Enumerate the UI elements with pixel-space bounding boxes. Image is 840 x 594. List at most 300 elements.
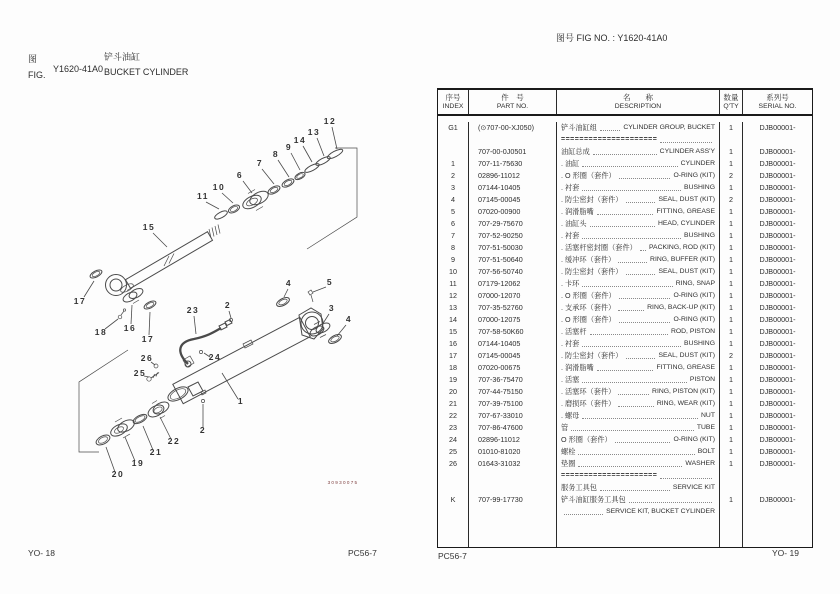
cell-s: DJB00001- xyxy=(759,387,796,396)
cell-p: 707-52-90250 xyxy=(469,230,557,242)
desc-cn: . 防尘密封（套件） xyxy=(561,195,623,204)
cell-q: 1 xyxy=(720,446,743,458)
cell-s: DJB00001- xyxy=(759,243,796,252)
cell-q xyxy=(720,506,743,518)
cell-p: 707-00-0J0501 xyxy=(469,146,557,158)
cell-i: 8 xyxy=(438,242,469,254)
desc-fill xyxy=(619,298,671,299)
desc-eq: ===================== xyxy=(561,136,658,143)
table-row xyxy=(438,254,812,266)
table-row xyxy=(438,326,812,338)
page-title-cn: 铲斗油缸 xyxy=(104,52,141,62)
cell-q: 1 xyxy=(720,206,743,218)
cell-i: K xyxy=(438,494,469,506)
cell-d xyxy=(557,122,720,134)
cell-q: 1 xyxy=(720,374,743,386)
cell-i xyxy=(438,518,469,547)
desc-fill xyxy=(618,394,649,395)
desc-fill xyxy=(590,226,655,227)
cell-d xyxy=(557,254,720,266)
model-code-left-page: PC56-7 xyxy=(348,548,377,558)
cell-s: DJB00001- xyxy=(759,291,796,300)
cell-i: 9 xyxy=(438,254,469,266)
cell-d xyxy=(557,494,720,506)
desc-cn: . 油缸头 xyxy=(561,219,587,228)
callout-17: 17 xyxy=(73,296,87,306)
callout-2: 2 xyxy=(224,300,232,310)
desc-fill xyxy=(582,418,698,419)
cell-i xyxy=(438,146,469,158)
cell-s: DJB00001- xyxy=(759,183,796,192)
cell-s xyxy=(743,506,812,518)
page-title-en: BUCKET CYLINDER xyxy=(104,67,189,77)
cell-p xyxy=(469,506,557,518)
cell-i: 10 xyxy=(438,266,469,278)
desc-fill xyxy=(600,490,670,491)
desc-fill xyxy=(590,334,668,335)
desc-cn: 油缸总成 xyxy=(561,147,590,156)
cell-s: DJB00001- xyxy=(759,447,796,456)
callout-13: 13 xyxy=(307,127,321,137)
cell-s: DJB00001- xyxy=(759,459,796,468)
page-number-right: YO- 19 xyxy=(772,548,799,558)
plate-number: 30930075 xyxy=(327,480,359,485)
desc-cn: . 缓冲环（套件） xyxy=(561,255,616,264)
desc-fill xyxy=(564,514,603,515)
desc-en: O-RING (KIT) xyxy=(673,292,715,299)
cell-q: 1 xyxy=(720,362,743,374)
desc-fill xyxy=(582,286,672,287)
desc-en: RING, WEAR (KIT) xyxy=(656,400,715,407)
callout-leader-14 xyxy=(303,146,312,162)
cell-q: 1 xyxy=(720,410,743,422)
cell-s: DJB00001- xyxy=(759,195,796,204)
cell-i: 11 xyxy=(438,278,469,290)
cell-q: 1 xyxy=(720,182,743,194)
cell-d xyxy=(557,374,720,386)
cell-s: DJB00001- xyxy=(759,171,796,180)
table-row xyxy=(438,494,812,506)
cell-s: DJB00001- xyxy=(759,207,796,216)
cell-i xyxy=(438,482,469,494)
callout-4: 4 xyxy=(285,278,293,288)
cell-i xyxy=(438,506,469,518)
cell-i: 6 xyxy=(438,218,469,230)
cell-s: DJB00001- xyxy=(759,267,796,276)
cylinder-tube-assembly xyxy=(147,290,343,404)
desc-en: SERVICE KIT xyxy=(672,484,715,491)
cell-p: 707-36-75470 xyxy=(469,374,557,386)
cell-i: 5 xyxy=(438,206,469,218)
desc-fill xyxy=(571,430,694,431)
cell-d xyxy=(557,362,720,374)
desc-en: PACKING, ROD (KIT) xyxy=(649,244,715,251)
header-qty: 数量 Q'TY xyxy=(720,90,743,114)
cell-i: 23 xyxy=(438,422,469,434)
cell-d xyxy=(557,506,720,518)
cell-i: 12 xyxy=(438,290,469,302)
cell-p: 707-51-50030 xyxy=(469,242,557,254)
cell-d xyxy=(557,218,720,230)
cell-s xyxy=(743,482,812,494)
desc-fill xyxy=(597,214,654,215)
cell-d xyxy=(557,170,720,182)
desc-fill xyxy=(626,358,656,359)
cell-s: DJB00001- xyxy=(759,495,796,504)
cell-p: 07000-12070 xyxy=(469,290,557,302)
desc-en: ROD, PISTON xyxy=(670,328,715,335)
desc-cn: . 磨损环（套件） xyxy=(561,399,616,408)
cell-s: DJB00001- xyxy=(759,279,796,288)
callout-21: 21 xyxy=(149,447,163,457)
cell-p: 01010-81020 xyxy=(469,446,557,458)
callout-leader-17 xyxy=(84,281,94,297)
desc-en: O-RING (KIT) xyxy=(673,172,715,179)
cell-p: 707-29-75670 xyxy=(469,218,557,230)
table-row xyxy=(438,170,812,182)
desc-cn: 铲斗油缸服务工具包 xyxy=(561,495,626,504)
table-row xyxy=(438,266,812,278)
callout-leader-5 xyxy=(313,287,326,292)
cell-p: 707-39-75100 xyxy=(469,398,557,410)
cell-q: 1 xyxy=(720,494,743,506)
piston-rod-assembly xyxy=(89,225,220,319)
table-row xyxy=(438,506,812,518)
cell-p: (⊙707-00-XJ050) xyxy=(469,122,557,134)
cell-p: 07144-10405 xyxy=(469,182,557,194)
cell-i: 15 xyxy=(438,326,469,338)
callout-leader-6 xyxy=(243,181,252,193)
cell-s: DJB00001- xyxy=(759,303,796,312)
cell-p: 07020-00675 xyxy=(469,362,557,374)
cell-s: DJB00001- xyxy=(759,255,796,264)
desc-cn: . 防尘密封（套件） xyxy=(561,267,623,276)
desc-fill xyxy=(629,502,712,503)
parts-table-header xyxy=(438,90,812,116)
cell-d xyxy=(557,398,720,410)
callout-16: 16 xyxy=(123,323,137,333)
cell-p: 707-99-17730 xyxy=(469,494,557,506)
cell-s: DJB00001- xyxy=(759,411,796,420)
desc-fill xyxy=(582,190,681,191)
cell-p: 02896-11012 xyxy=(469,170,557,182)
desc-en: PISTON xyxy=(689,376,715,383)
desc-en: BUSHING xyxy=(684,340,715,347)
table-row xyxy=(438,398,812,410)
callout-leader-16 xyxy=(131,305,132,324)
desc-cn: . 油缸 xyxy=(561,159,580,168)
cell-p xyxy=(469,470,557,482)
callout-14: 14 xyxy=(293,135,307,145)
table-row xyxy=(438,422,812,434)
desc-en: RING, BACK-UP (KIT) xyxy=(647,304,715,311)
cell-q xyxy=(720,482,743,494)
cell-d xyxy=(557,458,720,470)
desc-fill xyxy=(619,178,671,179)
callout-8: 8 xyxy=(272,149,280,159)
callout-leader-8 xyxy=(278,160,289,177)
cell-i: 25 xyxy=(438,446,469,458)
cell-s: DJB00001- xyxy=(759,315,796,324)
callout-11: 11 xyxy=(197,191,209,201)
desc-fill xyxy=(578,454,694,455)
cell-d xyxy=(557,290,720,302)
group-boundary-bracket-upper xyxy=(307,148,357,249)
cell-d xyxy=(557,134,720,146)
table-row xyxy=(438,386,812,398)
desc-en: NUT xyxy=(701,412,715,419)
callout-18: 18 xyxy=(94,327,108,337)
cell-p: 07179-12062 xyxy=(469,278,557,290)
table-row xyxy=(438,482,812,494)
cell-q: 2 xyxy=(720,170,743,182)
callout-19: 19 xyxy=(131,458,145,468)
cell-q: 1 xyxy=(720,254,743,266)
cell-d xyxy=(557,422,720,434)
desc-fill xyxy=(626,202,656,203)
table-row xyxy=(438,338,812,350)
desc-en: CYLINDER ASS'Y xyxy=(659,148,715,155)
desc-en: TUBE xyxy=(696,424,715,431)
table-row xyxy=(438,290,812,302)
desc-fill xyxy=(582,346,681,347)
callout-leader-7 xyxy=(262,169,274,184)
cell-d xyxy=(557,146,720,158)
desc-cn: . 防尘密封（套件） xyxy=(561,351,623,360)
cell-s: DJB00001- xyxy=(759,339,796,348)
desc-fill xyxy=(597,370,654,371)
header-part-no: 件 号 PART NO. xyxy=(469,90,557,114)
table-row xyxy=(438,302,812,314)
piston-gland-parts xyxy=(95,400,171,447)
table-row xyxy=(438,458,812,470)
cell-s: DJB00001- xyxy=(759,375,796,384)
cell-s: DJB00001- xyxy=(759,231,796,240)
desc-cn: . 支承环（套件） xyxy=(561,303,616,312)
cell-d xyxy=(557,278,720,290)
cell-s: DJB00001- xyxy=(759,363,796,372)
desc-fill xyxy=(640,250,646,251)
cell-p xyxy=(469,518,557,547)
desc-cn: . 润滑脂嘴 xyxy=(561,207,594,216)
callout-10: 10 xyxy=(212,182,226,192)
cell-i: 2 xyxy=(438,170,469,182)
cell-q: 1 xyxy=(720,458,743,470)
cell-d xyxy=(557,206,720,218)
desc-cn: 垫圈 xyxy=(561,459,576,468)
cell-s: DJB00001- xyxy=(759,123,796,132)
cell-s: DJB00001- xyxy=(759,435,796,444)
cell-i xyxy=(438,134,469,146)
callout-leader-17 xyxy=(149,312,150,335)
cell-i: 4 xyxy=(438,194,469,206)
desc-en: SEAL, DUST (KIT) xyxy=(658,268,715,275)
cell-s: DJB00001- xyxy=(759,159,796,168)
cell-q: 2 xyxy=(720,194,743,206)
table-row xyxy=(438,182,812,194)
cell-s: DJB00001- xyxy=(759,399,796,408)
cell-i: 26 xyxy=(438,458,469,470)
desc-fill xyxy=(618,406,654,407)
cell-q: 1 xyxy=(720,422,743,434)
callout-leader-11 xyxy=(206,202,219,209)
cell-s: DJB00001- xyxy=(759,147,796,156)
cell-q: 1 xyxy=(720,338,743,350)
cell-d xyxy=(557,518,720,547)
cell-q: 1 xyxy=(720,122,743,134)
cell-i: 14 xyxy=(438,314,469,326)
cell-i xyxy=(438,470,469,482)
cell-q xyxy=(720,470,743,482)
callout-leader-1 xyxy=(222,373,238,399)
cell-p: 07144-10405 xyxy=(469,338,557,350)
cell-i: 3 xyxy=(438,182,469,194)
desc-cn: . 活塞杆密封圈（套件） xyxy=(561,243,637,252)
cell-d xyxy=(557,470,720,482)
cell-s: DJB00001- xyxy=(759,219,796,228)
cell-s xyxy=(743,470,812,482)
callout-17: 17 xyxy=(141,334,155,344)
cell-p: 707-58-50K60 xyxy=(469,326,557,338)
callout-15: 15 xyxy=(142,222,156,232)
cell-q: 1 xyxy=(720,326,743,338)
desc-en: O-RING (KIT) xyxy=(673,436,715,443)
cell-i: 19 xyxy=(438,374,469,386)
cell-d xyxy=(557,446,720,458)
desc-en: SEAL, DUST (KIT) xyxy=(658,352,715,359)
cell-p: 707-51-50640 xyxy=(469,254,557,266)
callout-5: 5 xyxy=(326,277,334,287)
callout-4: 4 xyxy=(345,314,353,324)
cell-d xyxy=(557,194,720,206)
table-row xyxy=(438,374,812,386)
cell-q: 1 xyxy=(720,302,743,314)
model-code-right-page: PC56-7 xyxy=(438,551,467,561)
fig-number-top: 图号 FIG NO. : Y1620-41A0 xyxy=(556,33,668,43)
desc-cn: . O 形圈（套件） xyxy=(561,315,616,324)
cell-p: 707-11-75630 xyxy=(469,158,557,170)
callout-12: 12 xyxy=(323,116,337,126)
cell-p: 07000-12075 xyxy=(469,314,557,326)
cell-q: 1 xyxy=(720,218,743,230)
cell-i: 22 xyxy=(438,410,469,422)
callout-7: 7 xyxy=(256,158,264,168)
table-row xyxy=(438,134,812,146)
cell-q: 1 xyxy=(720,230,743,242)
cell-i: 16 xyxy=(438,338,469,350)
cell-p: 07145-00045 xyxy=(469,194,557,206)
cell-d xyxy=(557,314,720,326)
cell-i: 20 xyxy=(438,386,469,398)
callout-24: 24 xyxy=(208,352,222,362)
cell-q: 1 xyxy=(720,398,743,410)
desc-en: WASHER xyxy=(685,460,715,467)
cell-q: 1 xyxy=(720,146,743,158)
callout-3: 3 xyxy=(328,303,336,313)
callout-leader-13 xyxy=(317,138,324,156)
cell-d xyxy=(557,326,720,338)
cell-i: 18 xyxy=(438,362,469,374)
cell-p: 01643-31032 xyxy=(469,458,557,470)
cell-d xyxy=(557,338,720,350)
desc-cn: . 活塞 xyxy=(561,375,580,384)
desc-fill xyxy=(582,382,686,383)
cell-p: 02896-11012 xyxy=(469,434,557,446)
header-description: 名 称 DESCRIPTION xyxy=(557,90,720,114)
desc-en: HEAD, CYLINDER xyxy=(657,220,715,227)
fig-label-cn: 图 xyxy=(28,54,38,64)
desc-cn: . O 形圈（套件） xyxy=(561,291,616,300)
desc-cn: . O 形圈（套件） xyxy=(561,171,616,180)
header-serial-no: 系列号 SERIAL NO. xyxy=(758,93,797,110)
callout-leader-2 xyxy=(229,311,231,318)
cell-q: 1 xyxy=(720,278,743,290)
cell-s xyxy=(743,518,812,547)
cell-q: 1 xyxy=(720,242,743,254)
exploded-view-diagram xyxy=(20,95,440,535)
cell-p: 07020-00900 xyxy=(469,206,557,218)
cell-d xyxy=(557,410,720,422)
cell-i: 1 xyxy=(438,158,469,170)
callout-26: 26 xyxy=(140,353,154,363)
cell-d xyxy=(557,182,720,194)
desc-fill xyxy=(660,142,712,143)
cell-q: 1 xyxy=(720,386,743,398)
desc-fill xyxy=(615,442,671,443)
table-row xyxy=(438,446,812,458)
fig-number: Y1620-41A0 xyxy=(53,64,104,74)
desc-en: FITTING, GREASE xyxy=(656,208,715,215)
table-row xyxy=(438,362,812,374)
callout-leader-12 xyxy=(332,127,337,149)
cell-i: 17 xyxy=(438,350,469,362)
desc-fill xyxy=(600,130,620,131)
cell-q xyxy=(720,518,743,547)
cell-p xyxy=(469,482,557,494)
cell-d xyxy=(557,230,720,242)
desc-cn: . 螺母 xyxy=(561,411,580,420)
cell-p: 707-86-47600 xyxy=(469,422,557,434)
desc-fill xyxy=(578,466,682,467)
desc-en: BOLT xyxy=(697,448,715,455)
table-row xyxy=(438,206,812,218)
table-row-filler xyxy=(438,518,812,547)
cell-s: DJB00001- xyxy=(759,351,796,360)
callout-leader-15 xyxy=(153,233,167,247)
desc-en: BUSHING xyxy=(684,184,715,191)
table-row xyxy=(438,218,812,230)
page-number-left: YO- 18 xyxy=(28,548,55,558)
desc-fill xyxy=(619,322,671,323)
desc-cn: 螺栓 xyxy=(561,447,576,456)
cell-d xyxy=(557,242,720,254)
cell-i: 21 xyxy=(438,398,469,410)
cell-q: 1 xyxy=(720,434,743,446)
desc-fill xyxy=(582,166,677,167)
desc-fill xyxy=(582,238,681,239)
callout-22: 22 xyxy=(167,436,181,446)
cell-d xyxy=(557,434,720,446)
cell-p: 07145-00045 xyxy=(469,350,557,362)
cell-p: 707-44-75150 xyxy=(469,386,557,398)
desc-cn: O 形圈（套件） xyxy=(561,435,612,444)
desc-en: CYLINDER xyxy=(680,160,715,167)
table-row xyxy=(438,314,812,326)
cell-q: 1 xyxy=(720,314,743,326)
desc-cn: 管 xyxy=(561,423,569,432)
desc-cn: . 衬套 xyxy=(561,339,580,348)
table-row xyxy=(438,146,812,158)
